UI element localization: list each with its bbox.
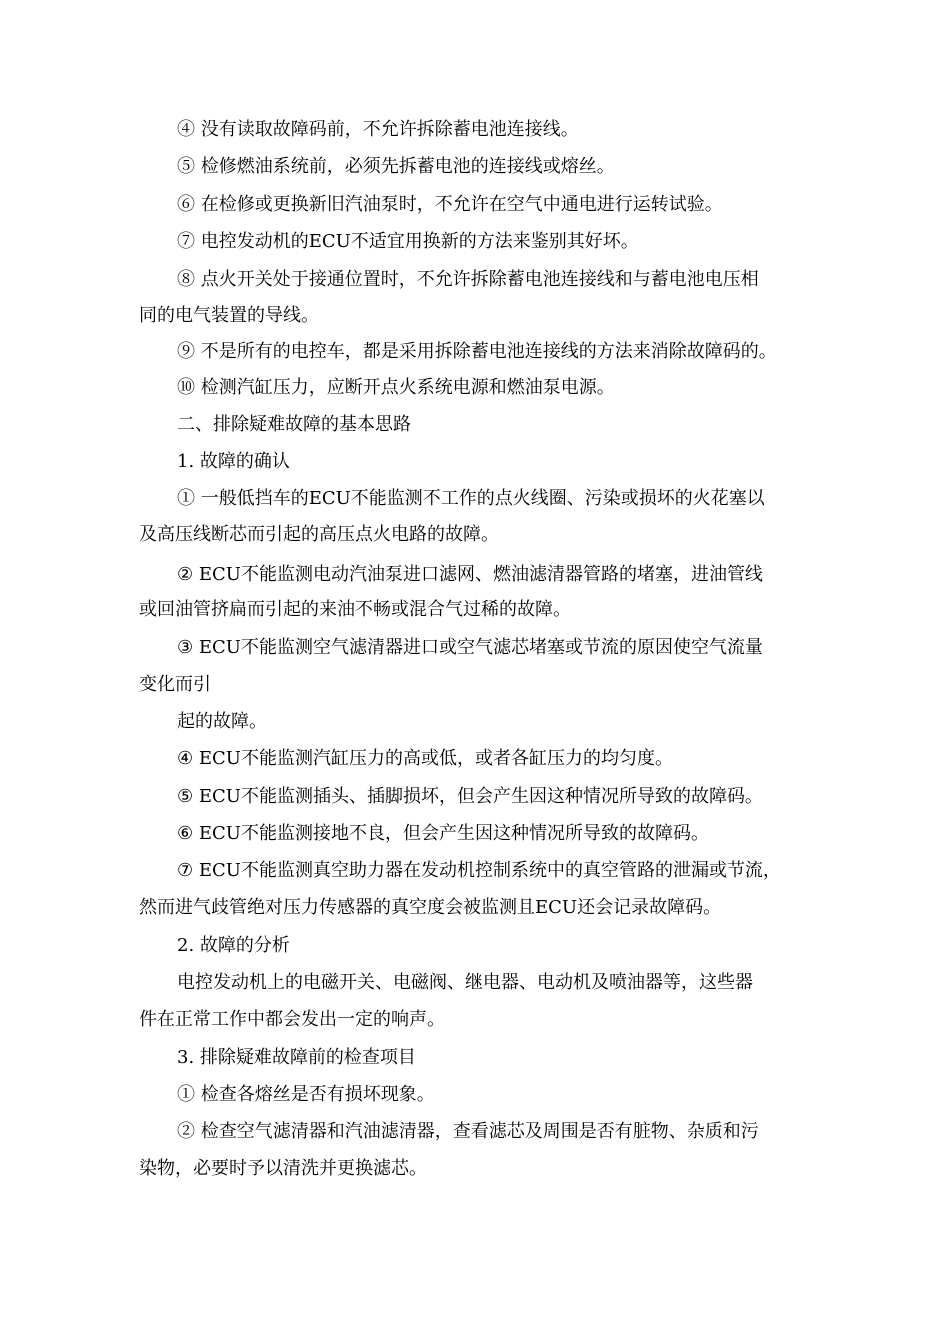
text-line: 件在正常工作中都会发出一定的响声。	[139, 1009, 445, 1030]
text-line: ④ 没有读取故障码前，不允许拆除蓄电池连接线。	[177, 119, 579, 140]
section-heading: 二、排除疑难故障的基本思路	[177, 414, 411, 435]
text-line: 及高压线断芯而引起的高压点火电路的故障。	[139, 524, 499, 545]
text-line: 然而进气歧管绝对压力传感器的真空度会被监测且ECU还会记录故障码。	[139, 897, 722, 918]
text-line: ② 检查空气滤清器和汽油滤清器，查看滤芯及周围是否有脏物、杂质和污	[177, 1121, 759, 1142]
text-line: ④ ECU不能监测汽缸压力的高或低，或者各缸压力的均匀度。	[177, 748, 673, 769]
subsection-heading: 1. 故障的确认	[177, 451, 290, 472]
text-line: 染物，必要时予以清洗并更换滤芯。	[139, 1158, 427, 1179]
text-line: ⑦ ECU不能监测真空助力器在发动机控制系统中的真空管路的泄漏或节流，	[177, 860, 781, 881]
subsection-heading: 3. 排除疑难故障前的检查项目	[177, 1047, 416, 1068]
text-line: ② ECU不能监测电动汽油泵进口滤网、燃油滤清器管路的堵塞，进油管线	[177, 564, 763, 585]
text-line: ⑩ 检测汽缸压力，应断开点火系统电源和燃油泵电源。	[177, 377, 615, 398]
text-line: ① 一般低挡车的ECU不能监测不工作的点火线圈、污染或损坏的火花塞以	[177, 488, 765, 509]
text-line: 起的故障。	[177, 711, 267, 732]
text-line: ⑤ ECU不能监测插头、插脚损坏，但会产生因这种情况所导致的故障码。	[177, 786, 763, 807]
text-line: ③ ECU不能监测空气滤清器进口或空气滤芯堵塞或节流的原因使空气流量	[177, 637, 763, 658]
text-line: ⑦ 电控发动机的ECU不适宜用换新的方法来鉴别其好坏。	[177, 231, 639, 252]
text-line: 或回油管挤扁而引起的来油不畅或混合气过稀的故障。	[139, 599, 571, 620]
text-line: ⑧ 点火开关处于接通位置时，不允许拆除蓄电池连接线和与蓄电池电压相	[177, 269, 759, 290]
text-line: ① 检查各熔丝是否有损坏现象。	[177, 1084, 435, 1105]
text-line: ⑨ 不是所有的电控车，都是采用拆除蓄电池连接线的方法来消除故障码的。	[177, 341, 777, 362]
text-line: ⑥ ECU不能监测接地不良，但会产生因这种情况所导致的故障码。	[177, 823, 709, 844]
subsection-heading: 2. 故障的分析	[177, 935, 290, 956]
text-line: ⑥ 在检修或更换新旧汽油泵时，不允许在空气中通电进行运转试验。	[177, 194, 723, 215]
text-line: 电控发动机上的电磁开关、电磁阀、继电器、电动机及喷油器等，这些器	[177, 972, 753, 993]
text-line: 变化而引	[139, 674, 211, 695]
text-line: ⑤ 检修燃油系统前，必须先拆蓄电池的连接线或熔丝。	[177, 156, 615, 177]
text-line: 同的电气装置的导线。	[139, 305, 319, 326]
